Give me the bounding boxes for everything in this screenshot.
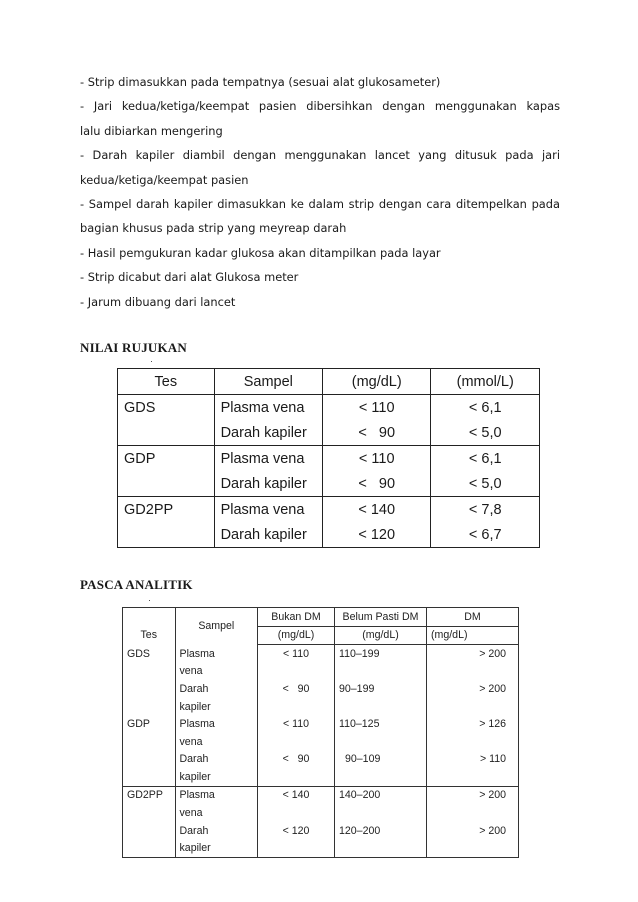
table-header-cell: Belum Pasti DM bbox=[335, 608, 427, 627]
table-cell: Plasma vena bbox=[214, 446, 322, 472]
table-row bbox=[123, 680, 519, 698]
table-cell bbox=[335, 768, 427, 786]
table-cell: < 90 bbox=[258, 680, 335, 698]
table-header-cell: DM bbox=[426, 608, 518, 627]
table-cell: < 110 bbox=[258, 645, 335, 663]
table-header-cell: Tes bbox=[118, 369, 215, 395]
table-cell: kapiler bbox=[175, 698, 258, 716]
table-cell: < 110 bbox=[323, 446, 431, 472]
table-cell bbox=[118, 522, 215, 548]
table-cell: GDP bbox=[118, 446, 215, 472]
table-cell: > 200 bbox=[426, 680, 518, 698]
table-header-cell: Tes bbox=[123, 608, 176, 645]
step-line: - Hasil pemgukuran kadar glukosa akan ditampilkan pada layar bbox=[80, 245, 441, 260]
table-cell: < 140 bbox=[323, 497, 431, 523]
table-row bbox=[123, 822, 519, 840]
table-cell: vena bbox=[175, 733, 258, 751]
table-cell: < 5,0 bbox=[431, 420, 540, 446]
table-cell: Darah bbox=[175, 751, 258, 769]
table-cell: GDS bbox=[123, 645, 176, 663]
table-cell: > 200 bbox=[426, 645, 518, 663]
table-cell bbox=[426, 733, 518, 751]
table-header-cell: Sampel bbox=[175, 608, 258, 645]
step-line: - Strip dimasukkan pada tempatnya (sesuai alat glukosameter) bbox=[80, 75, 441, 89]
stray-dot: · bbox=[150, 356, 153, 366]
table-cell: < 90 bbox=[323, 420, 431, 446]
table-cell: 90–109 bbox=[335, 751, 427, 769]
procedure-steps bbox=[80, 70, 560, 314]
table-row bbox=[123, 839, 519, 857]
table-cell: < 110 bbox=[258, 715, 335, 733]
table-cell: 110–125 bbox=[335, 715, 427, 733]
table-cell: Plasma bbox=[175, 715, 258, 733]
table-cell: Darah kapiler bbox=[214, 420, 322, 446]
table-row bbox=[123, 733, 519, 751]
table-cell: > 110 bbox=[426, 751, 518, 769]
table-row bbox=[118, 471, 540, 497]
table-cell bbox=[258, 663, 335, 681]
table-header-cell: (mg/dL) bbox=[426, 626, 518, 645]
table-cell: Plasma vena bbox=[214, 395, 322, 421]
stray-dot: · bbox=[148, 595, 151, 605]
step-line: - Darah kapiler diambil dengan menggunakan lancet yang ditusuk pada jari bbox=[80, 148, 560, 163]
table-cell: < 140 bbox=[258, 786, 335, 804]
table-header-cell: Sampel bbox=[214, 369, 322, 395]
table-cell: < 7,8 bbox=[431, 497, 540, 523]
step-line: kedua/ketiga/keempat pasien bbox=[80, 172, 249, 187]
table-cell: > 200 bbox=[426, 822, 518, 840]
table-cell: GD2PP bbox=[123, 786, 176, 804]
table-cell: GDS bbox=[118, 395, 215, 421]
table-cell: Darah bbox=[175, 680, 258, 698]
table-cell bbox=[258, 839, 335, 857]
table-cell: 110–199 bbox=[335, 645, 427, 663]
section-heading-pasca-analitik: PASCA ANALITIK bbox=[80, 577, 193, 592]
table-cell: < 6,7 bbox=[431, 522, 540, 548]
step-line: - Sampel darah kapiler dimasukkan ke dalam strip dengan cara ditempelkan pada bbox=[80, 196, 560, 211]
table-cell: Plasma vena bbox=[214, 497, 322, 523]
table-row bbox=[123, 786, 519, 804]
table-cell bbox=[258, 804, 335, 822]
table-header-cell: Bukan DM bbox=[258, 608, 335, 627]
table-cell bbox=[123, 839, 176, 857]
table-row bbox=[123, 804, 519, 822]
table-cell bbox=[258, 698, 335, 716]
table-cell: kapiler bbox=[175, 839, 258, 857]
step-line: bagian khusus pada strip yang meyreap darah bbox=[80, 221, 347, 236]
table-cell bbox=[258, 768, 335, 786]
table-cell: < 5,0 bbox=[431, 471, 540, 497]
table-cell: kapiler bbox=[175, 768, 258, 786]
table-cell: Darah kapiler bbox=[214, 522, 322, 548]
table-row bbox=[118, 446, 540, 472]
table-cell bbox=[123, 698, 176, 716]
table-cell: 140–200 bbox=[335, 786, 427, 804]
section-heading-nilai-rujukan: NILAI RUJUKAN bbox=[80, 340, 187, 355]
table-row bbox=[118, 497, 540, 523]
table-cell: 120–200 bbox=[335, 822, 427, 840]
step-line: lalu dibiarkan mengering bbox=[80, 123, 223, 138]
table-cell: GDP bbox=[123, 715, 176, 733]
table-cell: vena bbox=[175, 663, 258, 681]
reference-values-table bbox=[117, 368, 540, 548]
step-line: - Jarum dibuang dari lancet bbox=[80, 294, 236, 309]
table-cell bbox=[258, 733, 335, 751]
table-header-cell: (mmol/L) bbox=[431, 369, 540, 395]
table-cell: < 120 bbox=[258, 822, 335, 840]
table-cell: 90–199 bbox=[335, 680, 427, 698]
table-cell: < 90 bbox=[258, 751, 335, 769]
table-cell bbox=[335, 839, 427, 857]
table-row bbox=[123, 751, 519, 769]
table-cell: Plasma bbox=[175, 786, 258, 804]
table-cell bbox=[426, 698, 518, 716]
table-cell bbox=[426, 804, 518, 822]
table-cell: < 6,1 bbox=[431, 446, 540, 472]
table-cell: Darah kapiler bbox=[214, 471, 322, 497]
table-cell bbox=[123, 663, 176, 681]
table-row bbox=[123, 715, 519, 733]
table-cell: Plasma bbox=[175, 645, 258, 663]
table-cell bbox=[118, 471, 215, 497]
table-cell bbox=[426, 839, 518, 857]
table-cell: < 110 bbox=[323, 395, 431, 421]
table-cell: < 90 bbox=[323, 471, 431, 497]
table-header-cell: (mg/dL) bbox=[335, 626, 427, 645]
table-cell: > 126 bbox=[426, 715, 518, 733]
table-row bbox=[123, 698, 519, 716]
table-cell bbox=[335, 698, 427, 716]
table-cell bbox=[426, 663, 518, 681]
table-cell: < 6,1 bbox=[431, 395, 540, 421]
table-row bbox=[118, 522, 540, 548]
table-cell bbox=[335, 804, 427, 822]
table-cell bbox=[335, 733, 427, 751]
step-line: - Strip dicabut dari alat Glukosa meter bbox=[80, 270, 299, 285]
table-cell bbox=[118, 420, 215, 446]
table-cell: GD2PP bbox=[118, 497, 215, 523]
table-cell bbox=[123, 680, 176, 698]
table-cell bbox=[123, 804, 176, 822]
table-row bbox=[123, 768, 519, 786]
table-cell: vena bbox=[175, 804, 258, 822]
table-row bbox=[118, 395, 540, 421]
table-cell bbox=[123, 751, 176, 769]
table-row bbox=[118, 420, 540, 446]
table-cell bbox=[123, 822, 176, 840]
table-header-row bbox=[118, 369, 540, 395]
table-cell: < 120 bbox=[323, 522, 431, 548]
table-cell: > 200 bbox=[426, 786, 518, 804]
step-line: - Jari kedua/ketiga/keempat pasien dibersihkan dengan menggunakan kapas bbox=[80, 99, 560, 114]
post-analytic-table bbox=[122, 607, 519, 858]
table-cell bbox=[123, 768, 176, 786]
table-header-cell: (mg/dL) bbox=[258, 626, 335, 645]
table-cell bbox=[335, 663, 427, 681]
table-header-row bbox=[123, 608, 519, 627]
table-row bbox=[123, 645, 519, 663]
table-row bbox=[123, 663, 519, 681]
table-cell bbox=[426, 768, 518, 786]
table-header-cell: (mg/dL) bbox=[323, 369, 431, 395]
table-cell: Darah bbox=[175, 822, 258, 840]
table-cell bbox=[123, 733, 176, 751]
